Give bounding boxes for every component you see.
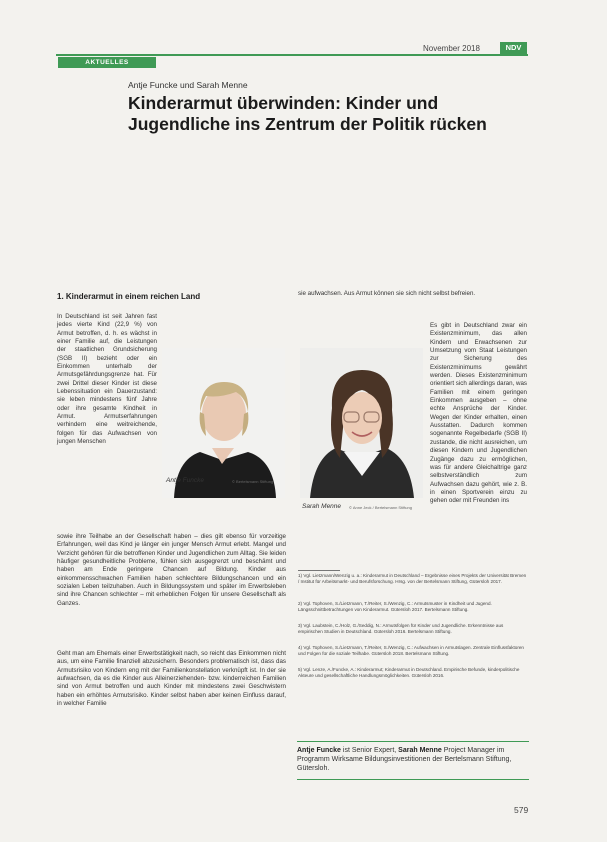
col1-continued-text: sowie ihre Teilhabe an der Gesellschaft haben – dies gilt ebenso für vorzeitige Erfahrungen, weil das Kind je länger ein junger Mensch Armut erlebt. Mangel und Verzicht gehören für die betroffenen Kinder und Jugendlichen zum Alltag. Sie leiden häufiger gesundheitliche Probleme, fühlen sich ausgegrenzt und beschämt und haben am Ende geringere Chancen auf Bildung. Kinder aus einkommensschwachen Familien haben schlechtere Bildungschancen und ein sozialen Leben teilzuhaben. Auch in Bildungssystem und später im Erwerbsleben sind ihre Chancen schlechter – mit erheblichen Folgen für unsere Gesellschaft als Ganzes. — [57, 533, 286, 607]
section-tag: AKTUELLES — [58, 57, 156, 68]
col1-paragraph-2: Geht man am Ehemals einer Erwerbstätigkeit nach, so reicht das Einkommen nicht aus, um eine Familie finanziell abzusichern. Besonders problematisch ist, dass das Armutsrisiko von Kindern eng mit der Familienkonstellation verknüpft ist. In der sie aufwachsen, da es die Kinder aus Alleinerziehenden- bzw. kinderreichen Familien sind von Armut betroffen und auch Kinder mit mindestens zwei Geschwistern haben ein erhöhtes Armutsrisiko. Kinder selbst haben aber keinen Einfluss darauf, in welcher Familie — [57, 650, 286, 708]
photo2-caption: Sarah Menne — [302, 503, 342, 510]
author-bio-box — [297, 741, 529, 780]
footnote-rule — [298, 570, 340, 571]
photo1-credit: © Bertelsmann Stiftung — [232, 479, 274, 484]
article-title: Kinderarmut überwinden: Kinder und Jugendliche ins Zentrum der Politik rücken — [128, 93, 487, 134]
bio-name-1: Antje Funcke — [297, 747, 341, 754]
author-photo-menne — [300, 348, 423, 498]
col2-top-text: sie aufwachsen. Aus Armut können sie sich nicht selbst befreien. — [298, 290, 476, 297]
bio-name-2: Sarah Menne — [398, 747, 442, 754]
page-number: 579 — [514, 805, 529, 815]
header-rule — [56, 54, 528, 56]
section-heading: 1. Kinderarmut in einem reichen Land — [57, 292, 201, 301]
footnote-2: 2) Vgl. Tophoven, S./Lietzmann, T./Reiter, S./Wenzig, C.: Armutsmuster in Kindheit und Jugend. Längsschnittbetrachtungen von Kinderarmut. Gütersloh 2017. Bertelsmann Stiftung. — [298, 601, 492, 613]
footnote-1: 1) Vgl. Lietzmann/Wenzig u. a.: Kinderarmut in Deutschland – Ergebnisse eines Projekts der Universität Bremen / Institut für Arbeitsmarkt- und Berufsforschung. Hrsg. von der Bertelsmann Stiftung, Gütersloh 2017. — [298, 573, 527, 585]
photo1-caption: Antje Funcke — [166, 477, 204, 484]
footnote-5: 5) Vgl. Lenze, A./Funcke, A.: Kinderarmut; Kinderarmut in Deutschland. Empirische Befunde, kinderpolitische Akteure und gesellschaftliche Handlungsmöglichkeiten. Gütersloh 2016. — [298, 667, 520, 679]
bio-role-1: ist Senior Expert, — [342, 747, 397, 754]
portrait-menne-graphic — [300, 348, 423, 498]
journal-badge: NDV — [500, 42, 527, 54]
author-photo-funcke — [162, 348, 285, 498]
footnote-3: 3) Vgl. Laubstein, C./Holz, G./Seddig, N.: Armutsfolgen für Kinder und Jugendliche. Erkenntnisse aus empirischen Studien in Deutschland. Gütersloh 2016. Bertelsmann Stiftung. — [298, 623, 504, 635]
issue-date: November 2018 — [423, 44, 480, 53]
col1-intro-text: In Deutschland ist seit Jahren fast jedes vierte Kind (22,9 %) von Armut betroffen, d. h. es wächst in einer Familie auf, die Leistungen der staatlichen Grundsicherung (SGB II) bezieht oder ein Einkommen unterhalb der Armutsgefährdungsgrenze hat. Für zwei Drittel dieser Kinder ist diese Lebenssituation ein Dauerzustand: sie leben mindestens fünf Jahre oder ihre gesamte Kindheit in Armut. Armutserfahrungen verhindern eine weitreichende, folgen für das Aufwachsen von jungen Menschen — [57, 313, 157, 446]
photo2-credit: © Anne Jeck / Bertelsmann Stiftung — [349, 505, 412, 510]
bio-role-2: Project Manager im Programm Wirksame Bildungsinvestitionen der Bertelsmann Stiftung, Gütersloh. — [297, 747, 512, 773]
portrait-funcke-graphic — [162, 348, 285, 498]
col2-paragraph-wrap: Es gibt in Deutschland zwar ein Existenzminimum, das allen Kindern und Erwachsenen zur Umsetzung vom Staat Leistungen zur Sicherung des Existenzminimums gewährt werden. Dieses Existenzminimum orientiert sich allerdings daran, was Familien mit einem geringen Einkommen ausgeben – ohne echte Ansprüche der Kinder. Wegen der Kinder erhalten, einen Ausstatten. Dadurch kommen sogenannte Regelbedarfe (SGB II) zustande, die nicht ausreichen, um diesen Kindern und Jugendlichen Zugänge dazu zu ermöglichen, was für andere Gleichaltrige ganz selbstverständlich zum Aufwachsen dazu gehört, wie z. B. in einen Sportverein einzu zu gehen oder mit Freunden ins — [430, 322, 527, 505]
footnote-4: 4) Vgl. Tophoven, S./Lietzmann, T./Reiter, S./Wenzig, C.: Aufwachsen in Armutslagen. Zentrale Einflussfaktoren und Folgen für die soziale Teilhabe. Gütersloh 2018. Bertelsmann Stiftung. — [298, 645, 524, 657]
article-authors: Antje Funcke und Sarah Menne — [128, 80, 248, 90]
